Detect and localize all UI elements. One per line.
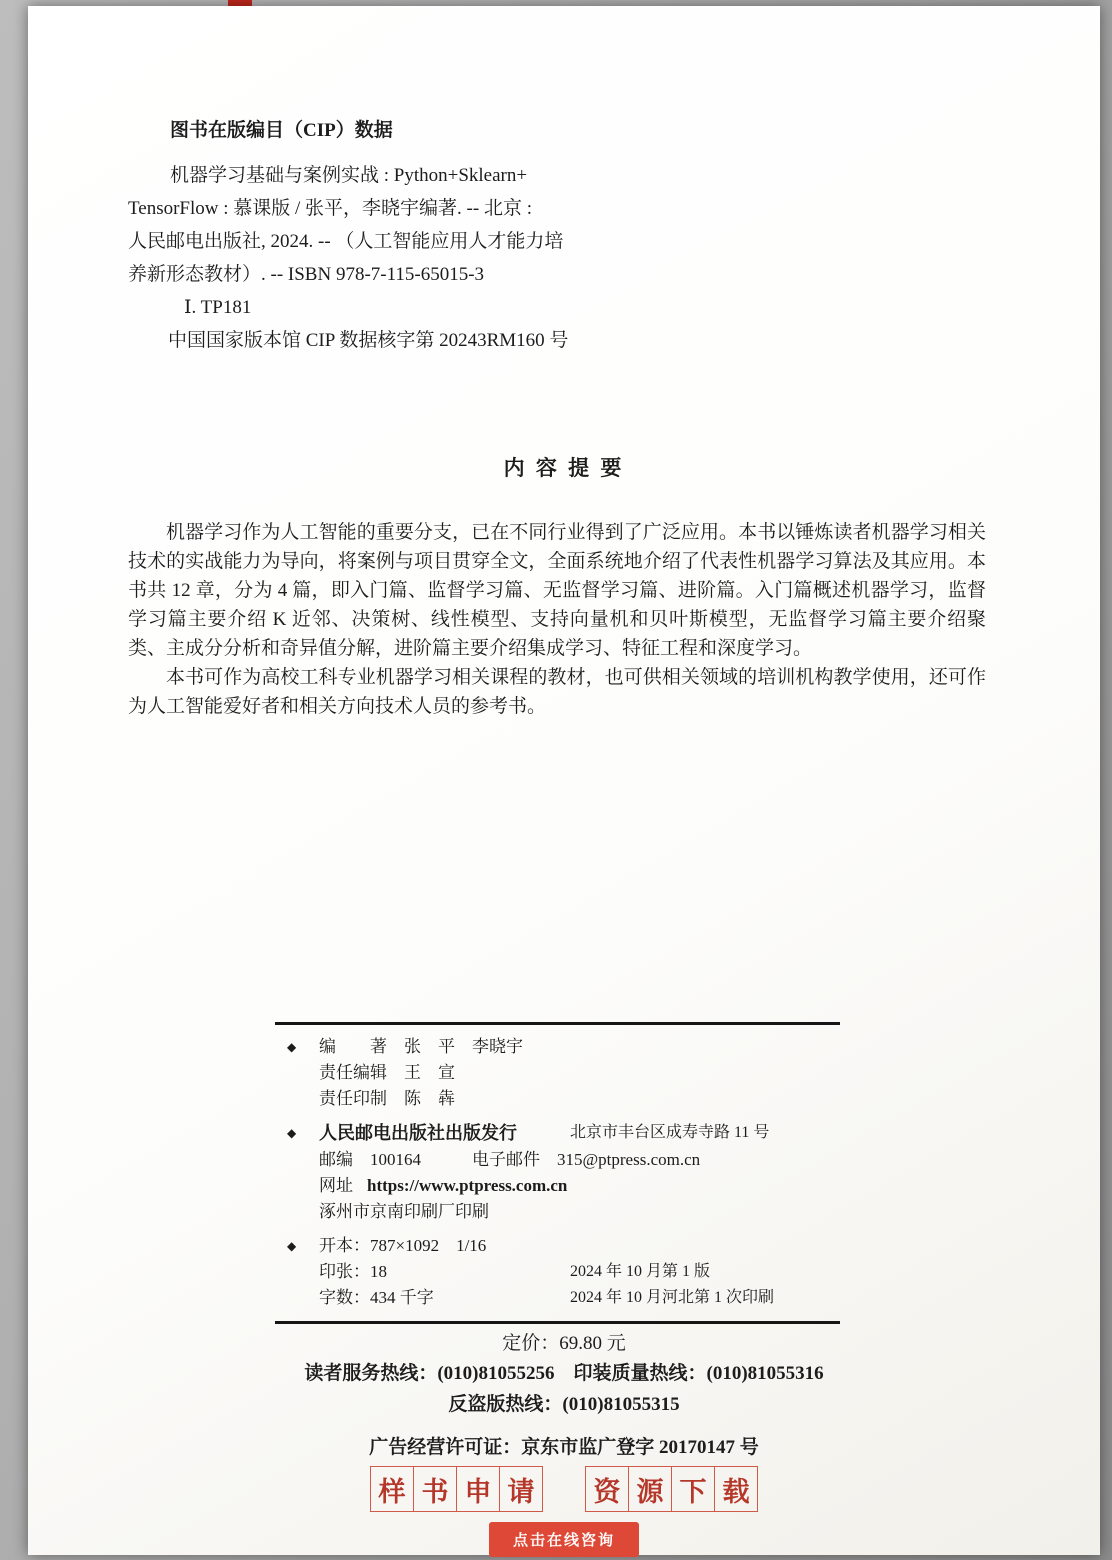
colophon-text: 印张：18 [319, 1262, 387, 1281]
colophon-row-wordcount-printing [275, 1285, 840, 1311]
colophon-row-postcode-email [275, 1147, 840, 1173]
sample-book-request-stamp[interactable] [370, 1466, 543, 1512]
diamond-bullet-icon: ◆ [287, 1040, 297, 1054]
colophon-text: 责任编辑 王 宣 [319, 1063, 455, 1082]
colophon-text: 字数：434 千字 [319, 1288, 434, 1307]
stamp-char: 下 [672, 1467, 715, 1511]
colophon-row-sheets-edition [275, 1259, 840, 1285]
stamp-row [28, 1466, 1100, 1512]
colophon-row-editor [275, 1060, 840, 1086]
diamond-bullet-icon: ◆ [287, 1126, 297, 1140]
online-consult-button[interactable]: 点击在线咨询 [489, 1522, 639, 1557]
diamond-bullet-icon: ◆ [287, 1239, 297, 1253]
stamp-char: 书 [414, 1467, 457, 1511]
cip-block [128, 114, 748, 357]
reader-service-hotline-line: 读者服务热线：(010)81055256 印装质量热线：(010)81055316 [304, 1363, 824, 1384]
colophon-row-publisher [275, 1120, 840, 1147]
ad-license-line: 广告经营许可证：京东市监广登字 20170147 号 [369, 1437, 759, 1458]
colophon-text: 邮编 100164 电子邮件 315@ptpress.com.cn [319, 1150, 701, 1169]
stamp-char: 源 [629, 1467, 672, 1511]
content-summary-heading: 内 容 提 要 [503, 456, 625, 480]
stamp-char: 请 [507, 1476, 535, 1507]
cip-title: 图书在版编目（CIP）数据 [170, 120, 393, 141]
publisher-name: 人民邮电出版社出版发行 [319, 1123, 517, 1143]
colophon-row-print-supervisor [275, 1086, 840, 1112]
publisher-address: 北京市丰台区成寿寺路 11 号 [570, 1124, 770, 1141]
colophon-row-printer [275, 1199, 840, 1225]
colophon-row-authors [275, 1034, 840, 1060]
stamp-char: 申 [457, 1467, 500, 1511]
content-summary [128, 518, 986, 721]
colophon-text: 开本：787×1092 1/16 [319, 1236, 487, 1255]
colophon-block [275, 1022, 840, 1324]
publisher-url: https://www.ptpress.com.cn [367, 1176, 568, 1195]
price-line: 定价：69.80 元 [502, 1333, 626, 1354]
colophon-text: 责任印制 陈 犇 [319, 1089, 455, 1108]
summary-paragraph: 本书可作为高校工科专业机器学习相关课程的教材，也可供相关领域的培训机构教学使用，还可作为人工智能爱好者和相关方向技术人员的参考书。 [128, 667, 986, 717]
stamp-char: 载 [722, 1476, 750, 1507]
colophon-text: 编 著 张 平 李晓宇 [319, 1037, 523, 1056]
colophon-row-website [275, 1173, 840, 1199]
printing-info: 2024 年 10 月河北第 1 次印刷 [570, 1289, 775, 1306]
book-page [28, 6, 1100, 1555]
cip-line: 人民邮电出版社, 2024. -- （人工智能应用人才能力培 [128, 231, 564, 252]
colophon-row-format [275, 1233, 840, 1259]
cip-line: TensorFlow : 慕课版 / 张平，李晓宇编著. -- 北京 : [128, 198, 532, 219]
cip-record-number: 中国国家版本馆 CIP 数据核字第 20243RM160 号 [168, 330, 569, 351]
website-label: 网址 [319, 1176, 353, 1195]
cip-line: 养新形态教材）. -- ISBN 978-7-115-65015-3 [128, 264, 485, 285]
colophon-text: 涿州市京南印刷厂印刷 [319, 1202, 489, 1221]
stamp-char: 资 [586, 1467, 629, 1511]
anti-piracy-hotline-line: 反盗版热线：(010)81055315 [448, 1394, 680, 1415]
summary-paragraph: 机器学习作为人工智能的重要分支，已在不同行业得到了广泛应用。本书以锤炼读者机器学习相关技术的实战能力为导向，将案例与项目贯穿全文，全面系统地介绍了代表性机器学习算法及其应用。本书共 12 章，分为 4 篇，即入门篇、监督学习篇、无监督学习篇、进阶篇。入门篇概述机器学习，监督学习篇主要介绍 K 近邻、决策树、线性模型、支持向量机和贝叶斯模型，无监督学习篇主要介绍聚类、主成分分析和奇异值分解，进阶篇主要介绍集成学习、特征工程和深度学习。 [128, 522, 986, 659]
cip-classification: Ⅰ. TP181 [184, 297, 252, 318]
stamp-char: 样 [371, 1467, 414, 1511]
resource-download-stamp[interactable] [585, 1466, 758, 1512]
cip-line: 机器学习基础与案例实战 : Python+Sklearn+ [170, 165, 528, 186]
edition-info: 2024 年 10 月第 1 版 [570, 1263, 711, 1280]
